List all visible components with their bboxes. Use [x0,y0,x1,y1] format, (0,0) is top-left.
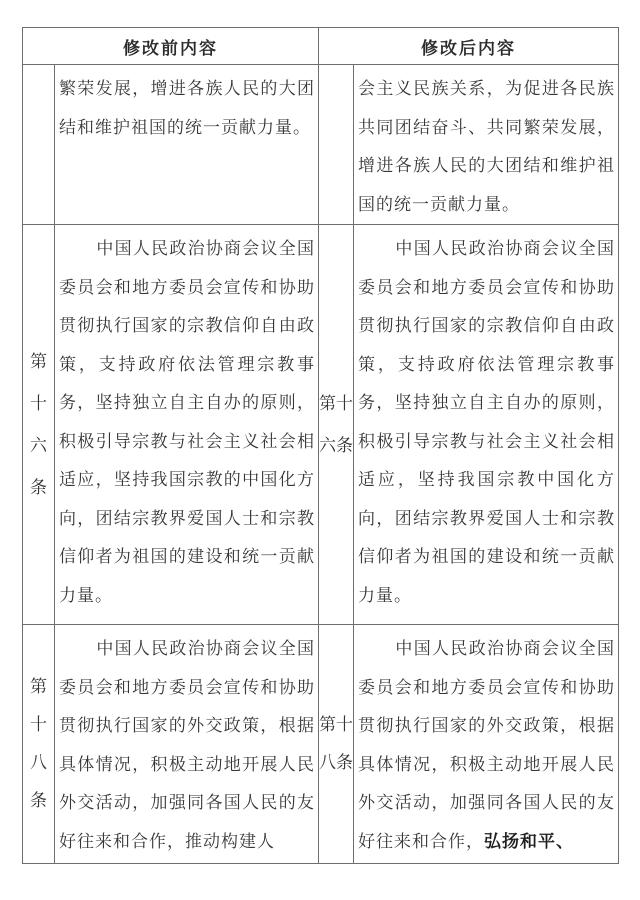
article-number-left: 第十六条 [23,225,55,625]
article-number-left [23,65,55,225]
header-row [23,28,619,65]
after-text-regular: 中国人民政治协商会议全国委员会和地方委员会宣传和协助贯彻执行国家的宗教信仰自由政策，支持政府依法管理宗教事务，坚持独立自主自办的原则，积极引导宗教与社会主义社会相适应，坚持我国宗教中国化方向，团结宗教界爱国人士和宗教信仰者为祖国的建设和统一贡献力量。 [358,239,615,605]
comparison-table [22,27,619,864]
article-number-right: 第十六条 [319,225,354,625]
header-before-cell: 修改前内容 [23,28,319,65]
after-text [358,230,615,615]
after-content-cell [354,625,619,864]
before-content-cell [55,225,319,625]
table-row [23,225,619,625]
before-text: 中国人民政治协商会议全国委员会和地方委员会宣传和协助贯彻执行国家的外交政策，根据具体情况，积极主动地开展人民外交活动，加强同各国人民的友好往来和合作，推动构建人 [59,639,315,851]
table-row [23,65,619,225]
before-text: 中国人民政治协商会议全国委员会和地方委员会宣传和协助贯彻执行国家的宗教信仰自由政策，支持政府依法管理宗教事务，坚持独立自主自办的原则，积极引导宗教与社会主义社会相适应，坚持我国宗教的中国化方向，团结宗教界爱国人士和宗教信仰者为祖国的建设和统一贡献力量。 [59,239,315,605]
table-row [23,625,619,864]
before-content-cell [55,65,319,225]
header-after-cell: 修改后内容 [319,28,619,65]
after-text-regular: 会主义民族关系，为促进各民族共同团结奋斗、共同繁荣发展，增进各族人民的大团结和维护祖国的统一贡献力量。 [358,79,615,214]
after-text-bold: 弘扬和平、 [484,831,574,851]
after-text-regular: 中国人民政治协商会议全国委员会和地方委员会宣传和协助贯彻执行国家的外交政策，根据具体情况，积极主动地开展人民外交活动，加强同各国人民的友好往来和合作， [358,639,615,851]
after-content-cell [354,225,619,625]
before-text: 繁荣发展，增进各族人民的大团结和维护祖国的统一贡献力量。 [59,79,315,137]
before-content-cell [55,625,319,864]
article-number-right [319,65,354,225]
after-content-cell [354,65,619,225]
article-number-left: 第十八条 [23,625,55,864]
after-text [358,630,615,861]
article-number-right: 第十八条 [319,625,354,864]
after-text [358,70,615,224]
